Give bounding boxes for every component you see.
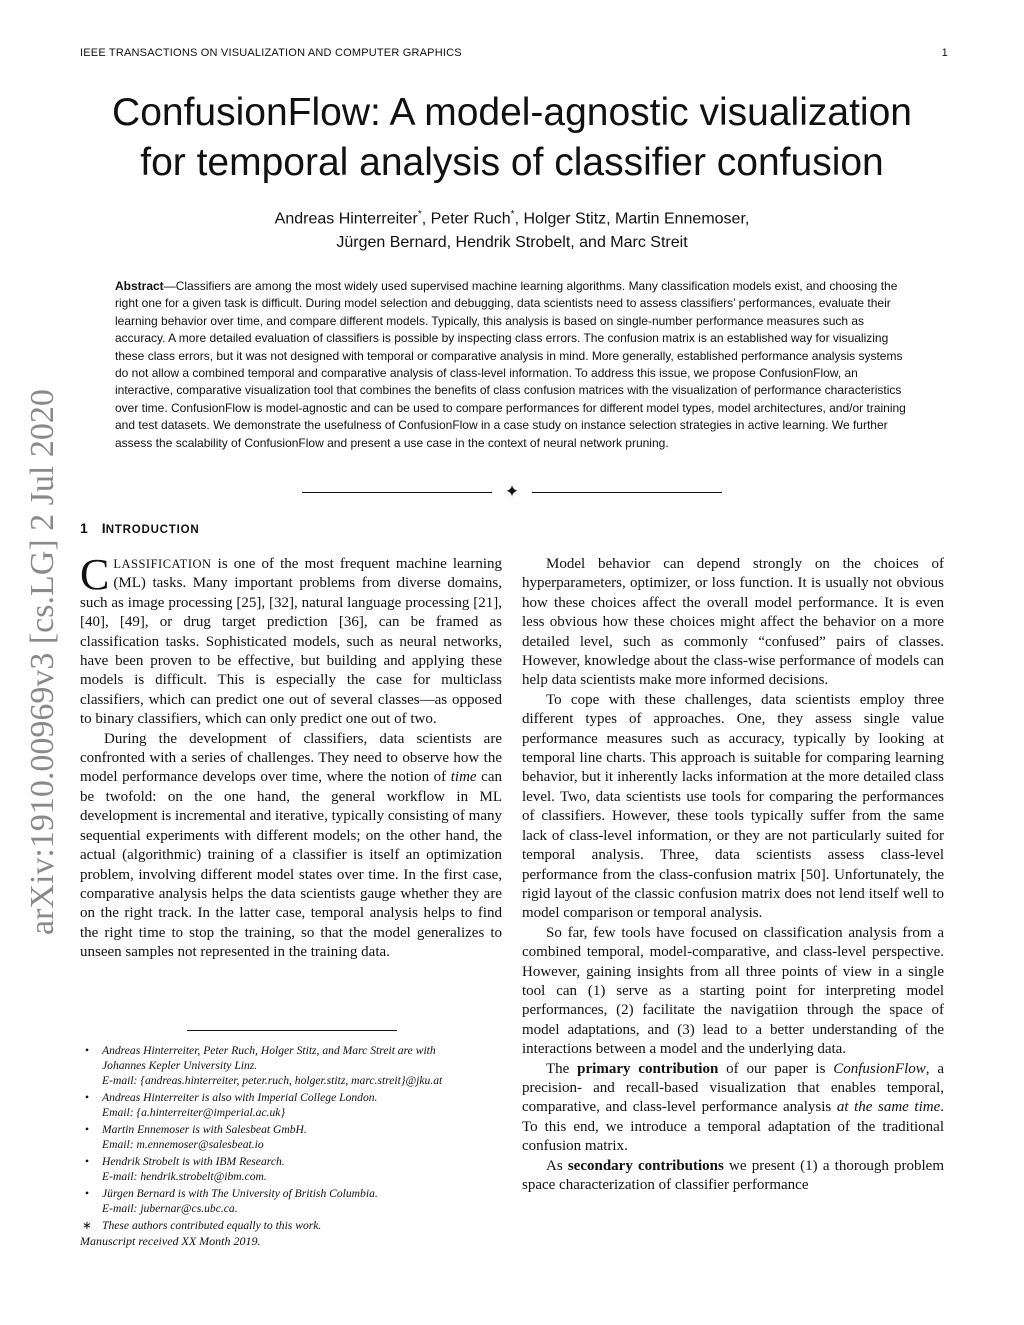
emphasis: time (450, 769, 477, 786)
paragraph-text: The (546, 1060, 578, 1077)
bullet-icon: • (84, 1155, 90, 1168)
paragraph-text: As (546, 1157, 568, 1174)
footnote-line: E-mail: {andreas.hinterreiter, peter.ruch, holger.stitz, marc.streit}@jku.at (102, 1074, 443, 1087)
running-header (80, 45, 948, 61)
footnote-line: E-mail: hendrik.strobelt@ibm.com. (102, 1170, 267, 1183)
paragraph (80, 730, 502, 963)
authors-line-2: Jürgen Bernard, Hendrik Strobelt, and Marc Streit (336, 234, 688, 252)
abstract-label: Abstract (115, 279, 164, 293)
title-line-1: ConfusionFlow: A model-agnostic visualization (112, 91, 912, 134)
lead-smallcaps: LASSIFICATION (113, 557, 212, 571)
equal-contribution-mark: * (510, 209, 515, 220)
footnote-line: These authors contributed equally to this work. (102, 1219, 322, 1232)
footnote-line: Jürgen Bernard is with The University of British Columbia. (102, 1187, 378, 1200)
paper-title (60, 88, 964, 188)
paragraph (80, 550, 502, 730)
page-number: 1 (941, 47, 948, 59)
right-column (522, 555, 944, 1195)
divider-rule-left (302, 492, 492, 493)
paragraph-text: is one of the most frequent machine learning (ML) tasks. Many important problems from diverse domains, such as image processing [25], [32], natural language processing [21], [40], [49], or drug target prediction [36], can be framed as classification tasks. Sophisticated models, such as neural networks, have been proven to be effective, but building and applying these models is difficult. This is especially the case for multiclass classifiers, which can predict one out of several classes—as opposed to binary classifiers, which can only predict one out of two. (80, 556, 502, 728)
bullet-icon: • (84, 1187, 90, 1200)
asterisk-icon: ∗ (82, 1219, 92, 1232)
paragraph-text: can be twofold: on the one hand, the general workflow in ML development is incremental and iterative, typically consisting of many sequential experiments with different models; on the other hand, the actual (algorithmic) training of a classifier is itself an optimization problem, involving different model states over time. In the first case, comparative analysis helps the data scientists gauge whether they are on the right track. In the latter case, temporal analysis helps to find the right time to stop the training, so that the model generalizes to unseen samples not represented in the training data. (80, 769, 502, 961)
paragraph-text: we present (1) a thorough problem space characterization of classifier performance (522, 1157, 944, 1193)
footnote-item (80, 1122, 505, 1152)
journal-name: IEEE TRANSACTIONS ON VISUALIZATION AND COMPUTER GRAPHICS (80, 47, 462, 59)
equal-contribution-mark: * (417, 209, 422, 220)
section-heading (80, 520, 500, 540)
arxiv-stamp: arXiv:1910.00969v3 [cs.LG] 2 Jul 2020 (24, 389, 61, 935)
authors-line-1 (110, 203, 914, 231)
footnote-line: Andreas Hinterreiter, Peter Ruch, Holger Stitz, and Marc Streit are with (102, 1044, 436, 1057)
section-title-rest: NTRODUCTION (105, 524, 200, 536)
manuscript-note: Manuscript received XX Month 2019. (80, 1234, 261, 1248)
abstract (115, 278, 912, 452)
footnote-line: Hendrik Strobelt is with IBM Research. (102, 1155, 285, 1168)
author-ruch: , Peter Ruch (421, 210, 511, 228)
footnote-line: Andreas Hinterreiter is also with Imperial College London. (102, 1091, 378, 1104)
authors-rest-line-1: , Holger Stitz, Martin Ennemoser, (514, 210, 750, 228)
paragraph-text: . To this end, we introduce a temporal adaptation of the traditional confusion matrix. (522, 1099, 944, 1155)
footnote-item (80, 1090, 505, 1120)
paragraph: Model behavior can depend strongly on the choices of hyperparameters, optimizer, or loss function. It is usually not obvious how these choices affect the overall model performance. It is even less obvious how these choices might affect the behavior on a more detailed level, such as commonly “confused” pairs of classes. However, knowledge about the class-wise performance of models can help data scientists make more informed decisions. (522, 556, 944, 689)
bullet-icon: • (84, 1123, 90, 1136)
divider-rule-right (532, 492, 722, 493)
divider-star-icon: ✦ (504, 482, 520, 502)
abstract-text: —Classifiers are among the most widely used supervised machine learning algorithms. Many classification models exist, and choosing the right one for a given task is difficult. During model selection and debugging, data scientists need to assess classifiers’ performances, evaluate their learning behavior over time, and compare different models. Typically, this analysis is based on single-number performance measures such as accuracy. A more detailed evaluation of classifiers is possible by inspecting class errors. The confusion matrix is an established way for visualizing these class errors, but it was not designed with temporal or comparative analysis in mind. More generally, established performance analysis systems do not allow a combined temporal and comparative analysis of class-level information. To address this issue, we propose ConfusionFlow, an interactive, comparative visualization tool that combines the benefits of class confusion matrices with the visualization of performance characteristics over time. ConfusionFlow is model-agnostic and can be used to compare performances for different model types, model architectures, and/or training and test datasets. We demonstrate the usefulness of ConfusionFlow in a case study on instance selection strategies in active learning. We further assess the scalability of ConfusionFlow and present a use case in the context of neural network pruning. (115, 279, 906, 450)
title-line-2: for temporal analysis of classifier confusion (140, 141, 884, 184)
footnote-item (80, 1218, 505, 1233)
author-hinterreiter: Andreas Hinterreiter (274, 210, 418, 228)
emphasis: ConfusionFlow (833, 1060, 926, 1077)
affiliation-footnotes (80, 1043, 505, 1235)
footnote-line: Email: m.ennemoser@salesbeat.io (102, 1138, 264, 1151)
bullet-icon: • (84, 1044, 90, 1057)
paragraph-text: , a precision- and recall-based visualization that enables temporal, comparative, and class-level performance analysis (522, 1060, 944, 1116)
footnote-item (80, 1154, 505, 1184)
paragraph-text: During the development of classifiers, data scientists are confronted with a series of challenges. They need to observe how the model performance develops over time, where the notion of (80, 730, 502, 786)
footnote-line: Johannes Kepler University Linz. (102, 1059, 258, 1072)
author-list (110, 203, 914, 255)
paragraph-text: of our paper is (718, 1060, 834, 1077)
bold-text: secondary contributions (567, 1157, 724, 1174)
emphasis: at the same time (836, 1099, 941, 1116)
paragraph (522, 1060, 944, 1157)
paragraph: To cope with these challenges, data scientists employ three different types of approaches. One, they assess single value performance measures such as accuracy, typically by looking at temporal line charts. This approach is suitable for comparing learning behavior, but it inherently lacks information at the more detailed class level. Two, data scientists use tools for comparing the performances of classifiers. However, these tools typically suffer from the same lack of class-level information, or they are not particularly suited for temporal analysis. Three, data scientists assess class-level performance from the class-confusion matrix [50]. Unfortunately, the rigid layout of the classic confusion matrix does not lend itself well to model comparison or temporal analysis. (522, 691, 944, 922)
bold-text: primary contribution (577, 1060, 719, 1077)
left-column (80, 550, 502, 963)
section-number: 1 (80, 520, 88, 536)
footnote-line: Email: {a.hinterreiter@imperial.ac.uk} (102, 1106, 286, 1119)
section-title-first: I (101, 520, 106, 536)
footnote-line: Martin Ennemoser is with Salesbeat GmbH. (102, 1123, 307, 1136)
drop-cap: C (80, 550, 110, 599)
footnote-item (80, 1186, 505, 1216)
footnote-rule (187, 1030, 397, 1031)
bullet-icon: • (84, 1091, 90, 1104)
paragraph: So far, few tools have focused on classification analysis from a combined temporal, model-comparative, and class-level perspective. However, gaining insights from all three points of view in a single tool can (1) serve as a starting point for interpreting model performances, (2) facilitate the navigatiion through the space of model adaptations, and (3) lead to a better understanding of the interactions between a model and the underlying data. (522, 924, 944, 1058)
section-divider (302, 482, 722, 502)
footnote-line: E-mail: jubernar@cs.ubc.ca. (102, 1202, 238, 1215)
paragraph (522, 1157, 944, 1196)
footnote-item (80, 1043, 505, 1088)
